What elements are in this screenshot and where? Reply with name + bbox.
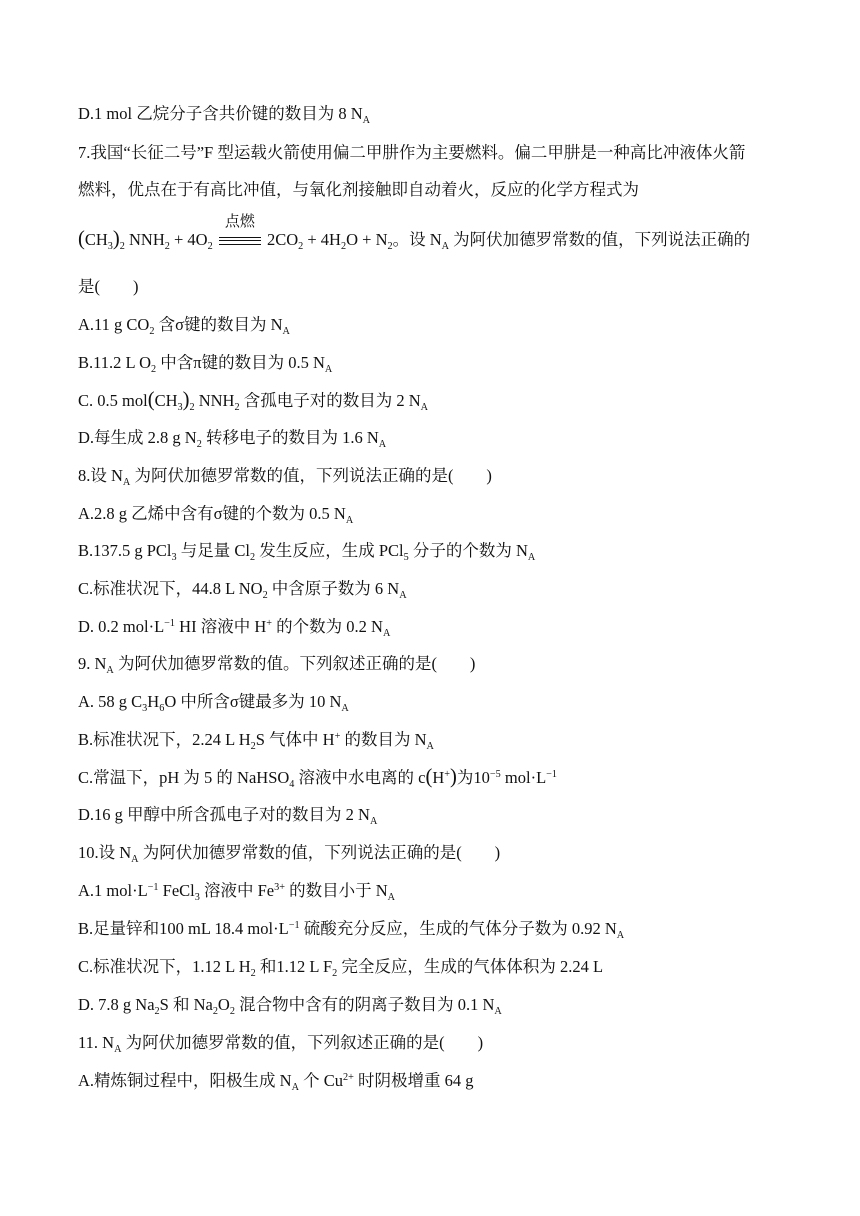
option-10d: D. 7.8 g $Na_2S$ 和 $Na_2O_2$ 混合物中含有的阴离子数目为 0.1 $N_A$ [78,995,502,1017]
question-11-stem: 11. $N_A$ 为阿伏加德罗常数的值，下列叙述正确的是( ) [78,1033,484,1055]
option-9a: A. 58 g $C_3H_6O$ 中所含σ键最多为 10 $N_A$ [78,692,349,714]
option-10b: B.足量锌和100 mL 18.4 $mol\cdot L^{-1}$ 硫酸充分反应，生成的气体分子数为 0.92 $N_A$ [78,919,625,941]
option-10a: A.1 $mol\cdot L^{-1}$ FeCl$_3$ 溶液中 $Fe^{3+}$ 的数目小于 $N_A$ [78,881,396,903]
question-9-stem: 9. $N_A$ 为阿伏加德罗常数的值。下列叙述正确的是( ) [78,654,476,676]
option-10c: C.标准状况下，1.12 L $H_2$ 和1.12 L $F_2$ 完全反应，生成的气体体积为 2.24 L [78,957,604,979]
option-9b: B.标准状况下，2.24 L $H_2S$ 气体中 H+ 的数目为 $N_A$ [78,730,434,752]
option-8a: A.2.8 g 乙烯中含有σ键的个数为 0.5 $N_A$ [78,504,354,526]
reaction-condition: 点燃 [219,230,261,250]
question-7-stem-2: 燃料，优点在于有高比冲值，与氧化剂接触即自动着火，反应的化学方程式为 [78,180,639,199]
question-10-stem: 10.设 $N_A$ 为阿伏加德罗常数的值，下列说法正确的是( ) [78,843,501,865]
option-line: D.1 mol 乙烷分子含共价键的数目为 8 $N_A$ [78,104,371,126]
chemical-equation: $(CH_3)_2$ $NNH_2 + 4O_2$ 点燃 $2CO_2 + 4H_2O + N_2$。设 $N_A$ 为阿伏加德罗常数的值，下列说法正确的 [78,214,751,252]
option-7c: C. 0.5 $mol(CH_3)_2$ $NNH_2$ 含孤电子对的数目为 2 $N_A$ [78,389,428,413]
option-11a: A.精炼铜过程中，阳极生成 $N_A$ 个 $Cu^{2+}$ 时阴极增重 64 g [78,1071,474,1093]
option-7b: B.11.2 L $O_2$ 中含π键的数目为 0.5 $N_A$ [78,353,333,375]
option-8b: B.137.5 g PCl$_3$ 与足量 $Cl_2$ 发生反应，生成 PCl$_5$ 分子的个数为 $N_A$ [78,541,536,563]
option-7a: A.11 g $CO_2$ 含σ键的数目为 $N_A$ [78,315,290,337]
question-7-stem-3: 是( ) [78,277,139,296]
option-9d: D.16 g 甲醇中所含孤电子对的数目为 2 $N_A$ [78,805,378,827]
option-8c: C.标准状况下，44.8 L $NO_2$ 中含原子数为 6 $N_A$ [78,579,407,601]
option-8d: D. 0.2 $mol\cdot L^{-1}$ HI 溶液中 H+ 的个数为 0.2 $N_A$ [78,617,391,639]
option-7d: D.每生成 2.8 g $N_2$ 转移电子的数目为 1.6 $N_A$ [78,428,387,450]
question-8-stem: 8.设 $N_A$ 为阿伏加德罗常数的值，下列说法正确的是( ) [78,466,492,488]
question-7-stem: 7.我国“长征二号”F 型运载火箭使用偏二甲肼作为主要燃料。偏二甲肼是一种高比冲液体火箭 [78,143,746,162]
option-9c: C.常温下，pH 为 5 的 NaHSO$_4$ 溶液中水电离的 c(H+)为$10^{-5}$ $mol\cdot L^{-1}$ [78,766,558,790]
